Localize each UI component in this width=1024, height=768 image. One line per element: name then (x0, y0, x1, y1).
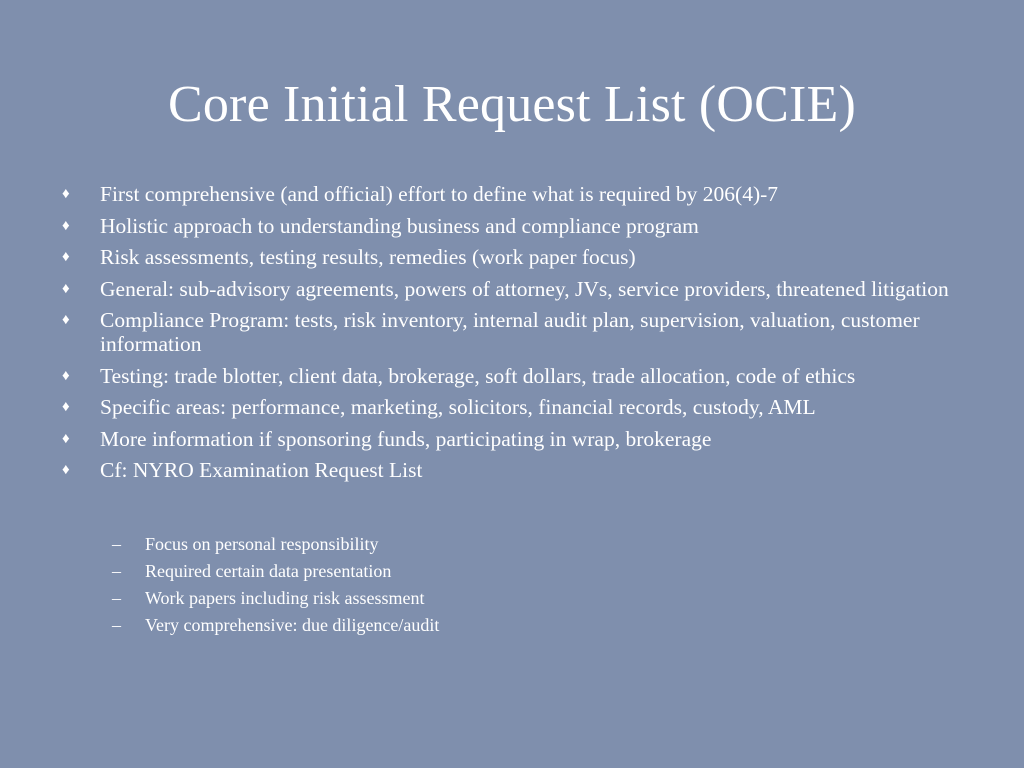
bullet-item (62, 458, 962, 482)
diamond-bullet-icon: ♦ (62, 186, 70, 202)
bullet-item (62, 182, 962, 206)
sub-bullet-item (112, 587, 712, 609)
diamond-bullet-icon: ♦ (62, 462, 70, 478)
sub-bullet-item (112, 533, 712, 555)
bullet-item (62, 395, 962, 419)
diamond-bullet-icon: ♦ (62, 367, 70, 384)
sub-bullet-text: Work papers including risk assessment (145, 588, 425, 608)
dash-bullet-icon: – (112, 561, 121, 581)
dash-bullet-icon: – (112, 588, 121, 608)
sub-bullet-list (112, 533, 712, 641)
bullet-item (62, 364, 962, 388)
bullet-item (62, 214, 962, 238)
bullet-text: Holistic approach to understanding business and compliance program (100, 213, 699, 238)
sub-bullet-item (112, 560, 712, 582)
bullet-text: Testing: trade blotter, client data, brokerage, soft dollars, trade allocation, code of ethics (100, 363, 856, 388)
sub-bullet-text: Required certain data presentation (145, 561, 392, 581)
bullet-item (62, 427, 962, 451)
slide-title: Core Initial Request List (OCIE) (167, 76, 857, 133)
bullet-text: First comprehensive (and official) effort to define what is required by 206(4)-7 (100, 182, 779, 206)
sub-bullet-text: Very comprehensive: due diligence/audit (145, 615, 440, 635)
bullet-text: Specific areas: performance, marketing, solicitors, financial records, custody, AML (100, 395, 816, 419)
dash-bullet-icon: – (112, 615, 121, 635)
diamond-bullet-icon: ♦ (62, 399, 70, 415)
dash-bullet-icon: – (112, 534, 121, 554)
diamond-bullet-icon: ♦ (62, 280, 70, 297)
bullet-text: Compliance Program: tests, risk inventory, internal audit plan, supervision, valuation, customer information (100, 308, 920, 356)
bullet-text: General: sub-advisory agreements, powers of attorney, JVs, service providers, threatened litigation (100, 276, 949, 301)
bullet-text: Cf: NYRO Examination Request List (100, 458, 423, 482)
sub-bullet-item (112, 614, 712, 636)
diamond-bullet-icon: ♦ (62, 249, 70, 265)
bullet-text: More information if sponsoring funds, participating in wrap, brokerage (100, 426, 712, 451)
diamond-bullet-icon: ♦ (62, 430, 70, 447)
sub-bullet-text: Focus on personal responsibility (145, 534, 379, 554)
bullet-item (62, 308, 962, 356)
bullet-item (62, 277, 962, 301)
bullet-list (62, 182, 962, 490)
bullet-text: Risk assessments, testing results, remedies (work paper focus) (100, 245, 636, 269)
diamond-bullet-icon: ♦ (62, 217, 70, 234)
bullet-item (62, 245, 962, 269)
diamond-bullet-icon: ♦ (62, 312, 70, 328)
